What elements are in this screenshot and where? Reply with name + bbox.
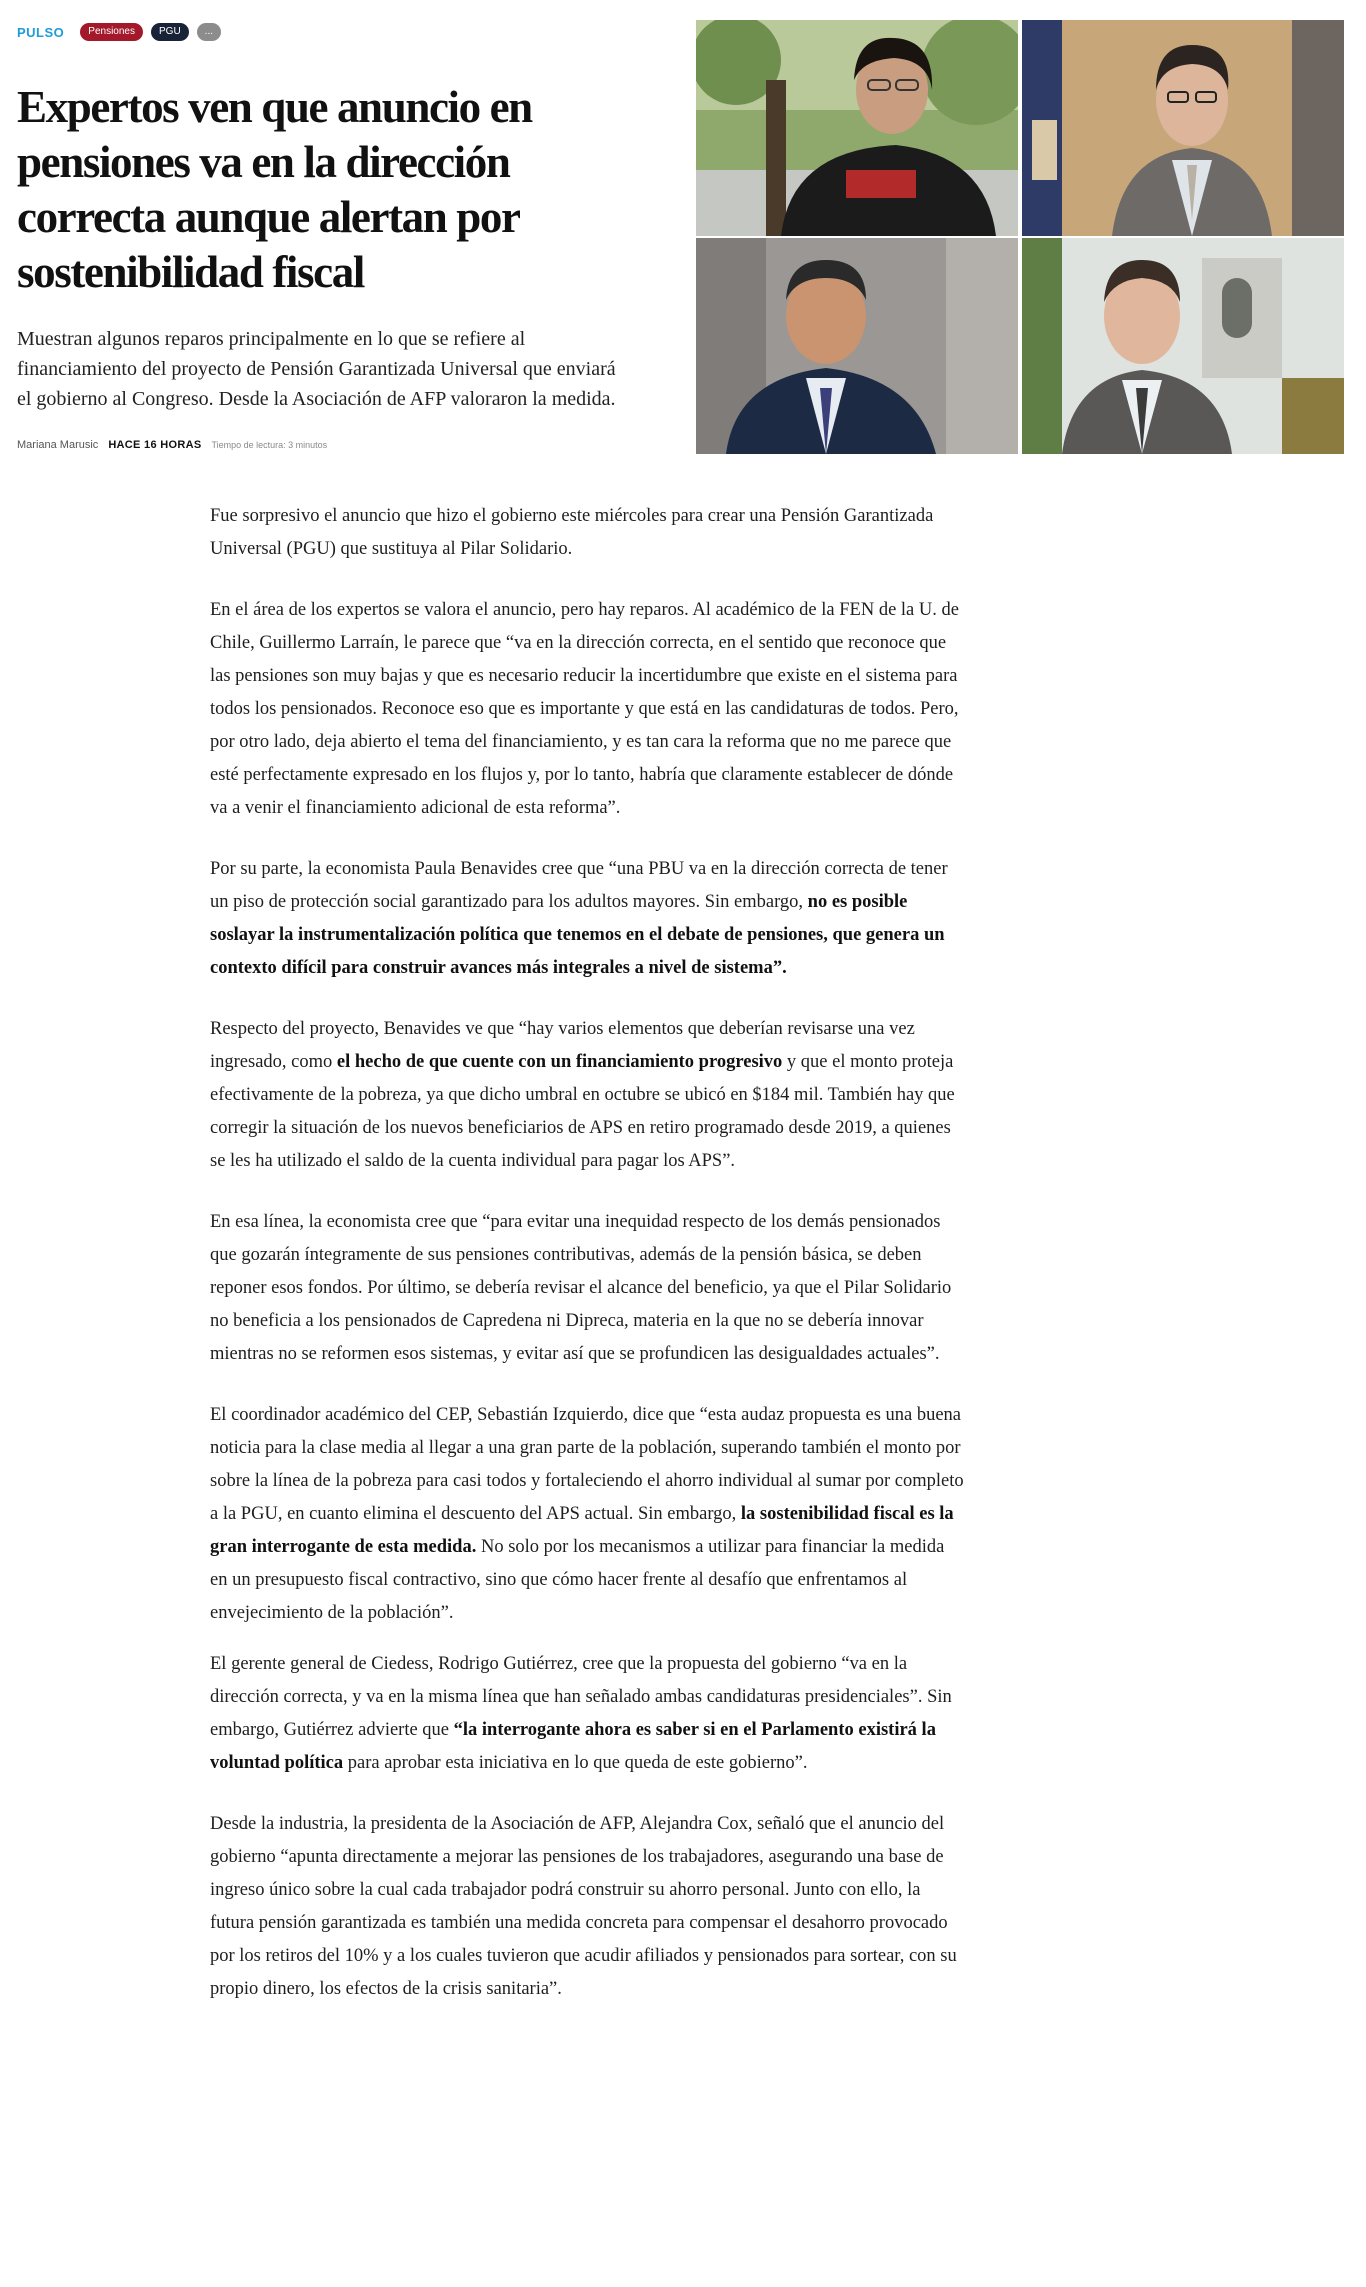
text-run: En el área de los expertos se valora el anuncio, pero hay reparos. Al académico de la FEN de la U. de Chile, Guillermo Larraín, le parece que “va en la dirección correcta, en el sentido que reconoce que las pensiones son muy bajas y que es necesario reducir la incertidumbre que existe en el sistema para todos los pensionados. Reconoce eso que es importante y que está en las candidaturas de todos. Pero, por otro lado, deja abierto el tema del financiamiento, y es tan cara la reforma que no me parece que esté perfectamente expresado en los flujos y, por lo tanto, habría que claramente establecer de dónde va a venir el financiamiento adicional de esta reforma”. [210, 600, 959, 818]
article-paragraph [210, 853, 965, 985]
bold-text: el hecho de que cuente con un financiamiento progresivo [336, 1052, 783, 1072]
text-run: para aprobar esta iniciativa en lo que queda de este gobierno”. [343, 1753, 808, 1773]
article-paragraph [210, 1648, 965, 1780]
hero-photo-collage [696, 20, 1348, 453]
text-run: El gerente general de Ciedess, Rodrigo Gutiérrez, cree que la propuesta del gobierno “va en la dirección correcta, y va en la misma línea que han señalado ambas candidaturas presidenciales”. Sin embargo, Gutiérrez advierte que [210, 1654, 952, 1740]
article-paragraph [210, 1013, 965, 1178]
publish-time: HACE 16 HORAS [108, 439, 202, 451]
portrait-photo-man-navy-suit [696, 238, 1018, 454]
article-paragraph [210, 500, 965, 566]
text-run: El coordinador académico del CEP, Sebastián Izquierdo, dice que “esta audaz propuesta es una buena noticia para la clase media al llegar a una gran parte de la población, superando también el monto por sobre la línea de la pobreza para casi todos y fortaleciendo el ahorro individual al sumar por completo a la PGU, en cuanto elimina el descuento del APS actual. Sin embargo, [210, 1405, 964, 1524]
bold-text: la sostenibilidad fiscal es la gran interrogante de esta medida. [210, 1504, 954, 1557]
text-run: y que el monto proteja efectivamente de la pobreza, ya que dicho umbral en octubre se ubicó en $184 mil. También hay que corregir la situación de los nuevos beneficiarios de APS en retiro programado desde 2019, a quienes se les ha utilizado el saldo de la cuenta individual para pagar los APS”. [210, 1052, 955, 1171]
portrait-photo-woman-park [696, 20, 1018, 236]
article-header [17, 22, 677, 451]
reading-time: Tiempo de lectura: 3 minutos [211, 440, 328, 450]
tag-more-button[interactable]: ... [197, 23, 221, 41]
bold-text: “la interrogante ahora es saber si en el Parlamento existirá la voluntad política [210, 1720, 936, 1773]
article-paragraph [210, 594, 965, 825]
article-paragraph [210, 1206, 965, 1371]
article-dek: Muestran algunos reparos principalmente en lo que se refiere al financiamiento del proyecto de Pensión Garantizada Universal que enviará el gobierno al Congreso. Desde la Asociación de AFP valoraron la medida. [17, 328, 616, 410]
author-link[interactable]: Mariana Marusic [17, 439, 99, 451]
tag-pensiones[interactable]: Pensiones [80, 23, 143, 41]
article-paragraph [210, 1808, 965, 2006]
article-body [210, 500, 965, 2034]
portrait-photo-man-glasses [1022, 20, 1344, 236]
bold-text: no es posible soslayar la instrumentalización política que tenemos en el debate de pensiones, que genera un contexto difícil para construir avances más integrales a nivel de sistema”. [210, 892, 945, 978]
tag-pgu[interactable]: PGU [151, 23, 189, 41]
tag-bar [17, 22, 677, 42]
article-paragraph [210, 1399, 965, 1630]
text-run: Desde la industria, la presidenta de la Asociación de AFP, Alejandra Cox, señaló que el anuncio del gobierno “apunta directamente a mejorar las pensiones de los trabajadores, asegurando una base de ingreso único sobre la cual cada trabajador podrá construir su ahorro personal. Junto con ello, la futura pensión garantizada es también una medida concreta para compensar el desahorro provocado por los retiros del 10% y a los cuales tuvieron que acudir afiliados y pensionados para sortear, con su propio dinero, los efectos de la crisis sanitaria”. [210, 1814, 957, 1999]
byline [17, 439, 677, 451]
text-run: En esa línea, la economista cree que “para evitar una inequidad respecto de los demás pensionados que gozarán íntegramente de sus pensiones contributivas, además de la pensión básica, se deben reponer esos fondos. Por último, se debería revisar el alcance del beneficio, ya que el Pilar Solidario no beneficia a los pensionados de Capredena ni Dipreca, materia en la que no se debería innovar mientras no se reformen esos sistemas, y evitar así que se profundicen las desigualdades actuales”. [210, 1212, 952, 1364]
text-run: No solo por los mecanismos a utilizar para financiar la medida en un presupuesto fiscal contractivo, sino que cómo hacer frente al desafío que enfrentamos al envejecimiento de la población”. [210, 1537, 945, 1623]
text-run: Respecto del proyecto, Benavides ve que “hay varios elementos que deberían revisarse una vez ingresado, como [210, 1019, 915, 1072]
text-run: Por su parte, la economista Paula Benavides cree que “una PBU va en la dirección correcta de tener un piso de protección social garantizado para los adultos mayores. Sin embargo, [210, 859, 948, 912]
article-title: Expertos ven que anuncio en pensiones va en la dirección correcta aunque alertan por sostenibilidad fiscal [17, 82, 532, 297]
portrait-photo-man-grey-suit [1022, 238, 1344, 454]
section-link-pulso[interactable]: PULSO [17, 24, 65, 40]
text-run: Fue sorpresivo el anuncio que hizo el gobierno este miércoles para crear una Pensión Garantizada Universal (PGU) que sustituya al Pilar Solidario. [210, 506, 934, 559]
